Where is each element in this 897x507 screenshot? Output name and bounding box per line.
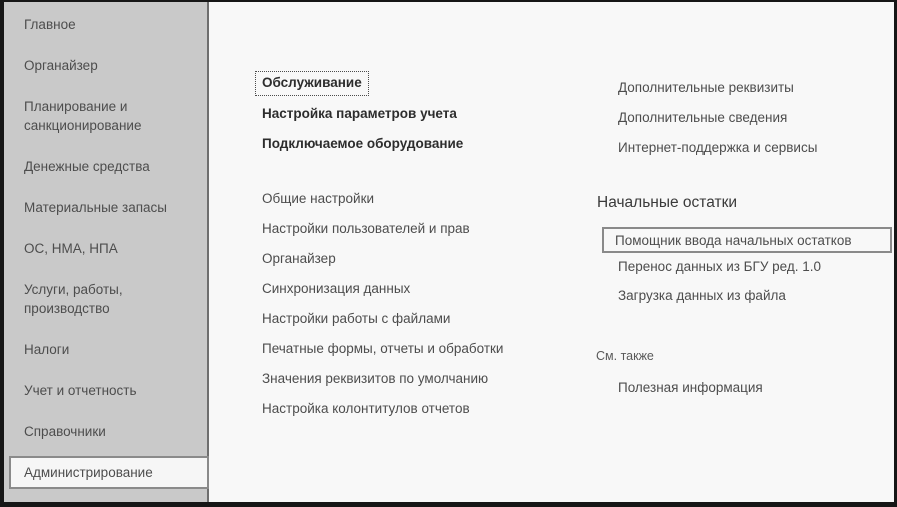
link-additional-attributes[interactable]: Дополнительные реквизиты [618, 79, 794, 95]
link-default-attribute-values[interactable]: Значения реквизитов по умолчанию [262, 370, 489, 386]
sidebar-item-taxes[interactable]: Налоги [24, 342, 70, 357]
link-general-settings[interactable]: Общие настройки [262, 190, 375, 206]
link-internet-support[interactable]: Интернет-поддержка и сервисы [618, 139, 818, 155]
initial-balances-links-group [618, 252, 821, 310]
sidebar-item-administration[interactable]: Администрирование [9, 456, 209, 489]
sidebar-item-directories[interactable]: Справочники [24, 424, 106, 439]
focused-command-outline [255, 71, 369, 96]
link-data-sync[interactable]: Синхронизация данных [262, 280, 411, 296]
sidebar-item-main[interactable]: Главное [24, 17, 76, 32]
link-initial-balances-assistant[interactable] [602, 227, 892, 253]
link-file-settings[interactable]: Настройки работы с файлами [262, 310, 451, 326]
section-title-see-also: См. также [596, 349, 654, 363]
link-useful-information[interactable]: Полезная информация [618, 380, 763, 395]
link-print-forms-reports[interactable]: Печатные формы, отчеты и обработки [262, 340, 504, 356]
link-maintenance[interactable]: Обслуживание [262, 74, 362, 90]
link-connected-equipment[interactable]: Подключаемое оборудование [262, 135, 464, 151]
sidebar-item-planning[interactable]: Планирование и санкционирование [24, 99, 142, 133]
sidebar-item-services[interactable]: Услуги, работы, производство [24, 282, 123, 316]
link-additional-info[interactable]: Дополнительные сведения [618, 109, 788, 125]
link-organizer[interactable]: Органайзер [262, 250, 336, 266]
section-title-initial-balances: Начальные остатки [597, 194, 738, 211]
link-accounting-parameters[interactable]: Настройка параметров учета [262, 105, 457, 121]
sections-sidebar [4, 2, 209, 502]
sidebar-item-organizer[interactable]: Органайзер [24, 58, 98, 73]
sidebar-item-accounting[interactable]: Учет и отчетность [24, 383, 137, 398]
settings-links-group [262, 183, 503, 423]
link-report-headers-footers[interactable]: Настройка колонтитулов отчетов [262, 400, 470, 416]
link-initial-balances-assistant-label: Помощник ввода начальных остатков [615, 232, 852, 248]
sidebar-item-fixed-assets[interactable]: ОС, НМА, НПА [24, 241, 118, 256]
sidebar-item-cash[interactable]: Денежные средства [24, 159, 150, 174]
primary-commands-group [262, 68, 463, 158]
link-user-rights-settings[interactable]: Настройки пользователей и прав [262, 220, 470, 236]
link-load-data-from-file[interactable]: Загрузка данных из файла [618, 288, 786, 303]
additional-links-group [618, 72, 817, 162]
sidebar-item-inventory[interactable]: Материальные запасы [24, 200, 168, 215]
link-transfer-from-bgu-1-0[interactable]: Перенос данных из БГУ ред. 1.0 [618, 259, 822, 274]
